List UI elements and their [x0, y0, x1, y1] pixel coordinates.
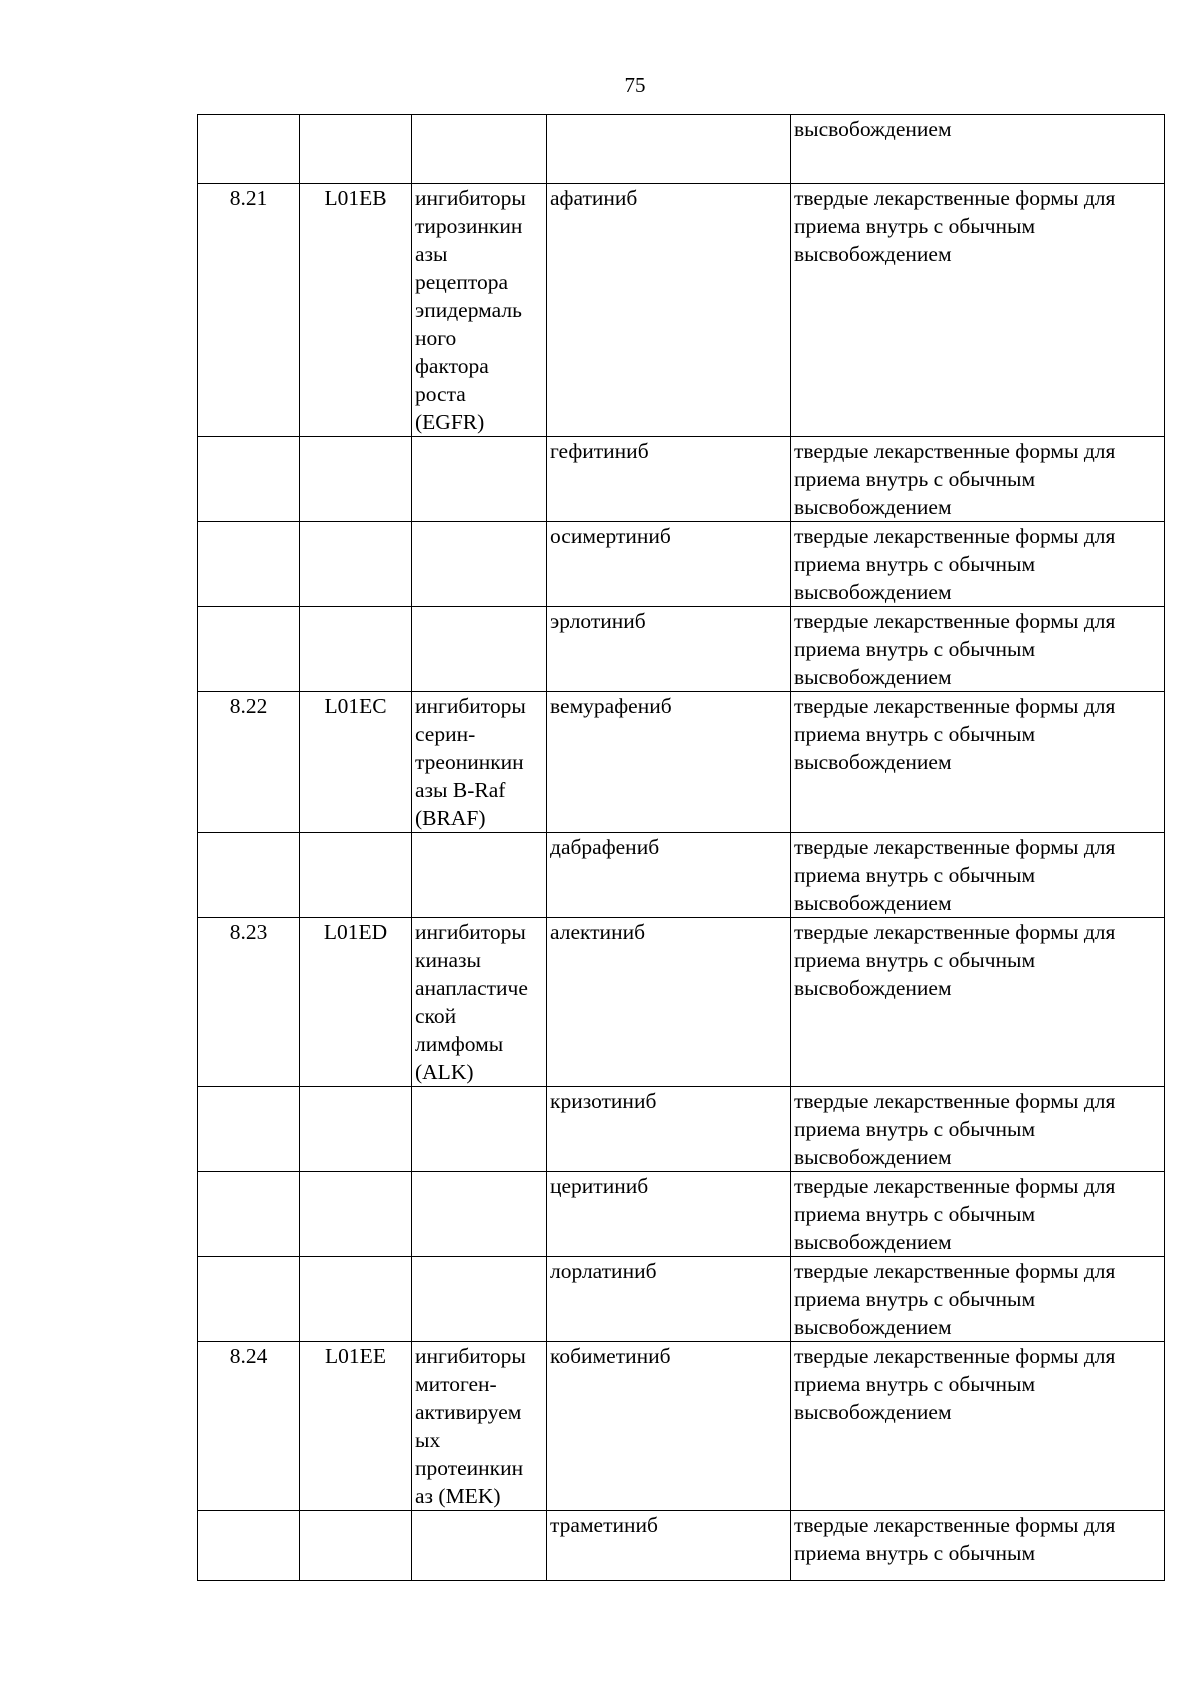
cell-number	[198, 1511, 300, 1581]
cell-atc-code	[300, 522, 412, 607]
cell-dosage-form-line: приема внутрь с обычным	[794, 863, 1036, 887]
cell-dosage-form-line: приема внутрь с обычным	[794, 1117, 1036, 1141]
cell-dosage-form-line: приема внутрь с обычным	[794, 467, 1036, 491]
cell-dosage-form-line: приема внутрь с обычным	[794, 214, 1036, 238]
cell-dosage-form-line: твердые лекарственные формы для	[794, 609, 1116, 633]
cell-dosage-form-line: высвобождением	[794, 1400, 952, 1424]
cell-drug-name: дабрафениб	[547, 833, 791, 918]
cell-pharm-group-line: (ALK)	[415, 1060, 474, 1084]
cell-drug-name: афатиниб	[547, 184, 791, 437]
cell-pharm-group-line: анапластиче	[415, 976, 528, 1000]
cell-atc-code: L01EC	[300, 692, 412, 833]
cell-dosage-form	[791, 184, 1165, 437]
cell-dosage-form-line: высвобождением	[794, 1230, 952, 1254]
cell-atc-code	[300, 115, 412, 184]
cell-dosage-form-line: твердые лекарственные формы для	[794, 1089, 1116, 1113]
cell-number	[198, 115, 300, 184]
cell-dosage-form	[791, 833, 1165, 918]
table-row	[198, 184, 1165, 437]
cell-pharm-group-line: серин-	[415, 722, 476, 746]
cell-dosage-form-line: высвобождением	[794, 117, 952, 141]
cell-pharm-group-line: (EGFR)	[415, 410, 485, 434]
page-number: 75	[624, 73, 646, 97]
cell-drug-name: вемурафениб	[547, 692, 791, 833]
cell-pharm-group	[412, 437, 547, 522]
cell-dosage-form-line: приема внутрь с обычным	[794, 1202, 1036, 1226]
cell-dosage-form-line: приема внутрь с обычным	[794, 1541, 1036, 1565]
cell-pharm-group-line: азы	[415, 242, 448, 266]
cell-pharm-group	[412, 522, 547, 607]
cell-number: 8.23	[198, 918, 300, 1087]
cell-dosage-form	[791, 437, 1165, 522]
cell-dosage-form-line: приема внутрь с обычным	[794, 722, 1036, 746]
cell-atc-code: L01ED	[300, 918, 412, 1087]
cell-drug-name: церитиниб	[547, 1172, 791, 1257]
cell-atc-code: L01EE	[300, 1342, 412, 1511]
cell-pharm-group-line: митоген-	[415, 1372, 497, 1396]
cell-pharm-group-line: роста	[415, 382, 466, 406]
cell-number	[198, 437, 300, 522]
cell-pharm-group-line: аз (MEK)	[415, 1484, 501, 1508]
cell-dosage-form-line: твердые лекарственные формы для	[794, 1174, 1116, 1198]
cell-pharm-group	[412, 1342, 547, 1511]
cell-dosage-form-line: высвобождением	[794, 891, 952, 915]
cell-pharm-group-line: киназы	[415, 948, 481, 972]
cell-pharm-group	[412, 184, 547, 437]
table-row	[198, 1342, 1165, 1511]
table-row	[198, 1172, 1165, 1257]
cell-atc-code	[300, 1511, 412, 1581]
cell-number	[198, 1087, 300, 1172]
drug-table	[197, 114, 1165, 1581]
cell-pharm-group-line: азы B-Raf	[415, 778, 506, 802]
cell-atc-code	[300, 607, 412, 692]
cell-drug-name: эрлотиниб	[547, 607, 791, 692]
cell-drug-name: кобиметиниб	[547, 1342, 791, 1511]
cell-dosage-form-line: твердые лекарственные формы для	[794, 439, 1116, 463]
cell-dosage-form	[791, 522, 1165, 607]
cell-dosage-form-line: высвобождением	[794, 1145, 952, 1169]
cell-atc-code	[300, 437, 412, 522]
cell-atc-code: L01EB	[300, 184, 412, 437]
cell-drug-name: кризотиниб	[547, 1087, 791, 1172]
cell-pharm-group-line: треонинкин	[415, 750, 524, 774]
cell-pharm-group-line: эпидермаль	[415, 298, 522, 322]
cell-pharm-group	[412, 833, 547, 918]
cell-pharm-group-line: тирозинкин	[415, 214, 523, 238]
cell-dosage-form	[791, 692, 1165, 833]
table-row	[198, 692, 1165, 833]
table-row	[198, 1257, 1165, 1342]
cell-dosage-form	[791, 1342, 1165, 1511]
cell-number	[198, 1257, 300, 1342]
table-row	[198, 115, 1165, 184]
cell-dosage-form-line: приема внутрь с обычным	[794, 1287, 1036, 1311]
cell-dosage-form	[791, 115, 1165, 184]
cell-pharm-group-line: ингибиторы	[415, 1344, 526, 1368]
cell-pharm-group-line: ской	[415, 1004, 457, 1028]
cell-dosage-form-line: приема внутрь с обычным	[794, 948, 1036, 972]
cell-dosage-form-line: твердые лекарственные формы для	[794, 1513, 1116, 1537]
cell-number	[198, 522, 300, 607]
cell-number: 8.21	[198, 184, 300, 437]
cell-pharm-group	[412, 1511, 547, 1581]
cell-pharm-group	[412, 115, 547, 184]
cell-drug-name: траметиниб	[547, 1511, 791, 1581]
cell-dosage-form-line: высвобождением	[794, 976, 952, 1000]
cell-pharm-group-line: протеинкин	[415, 1456, 524, 1480]
cell-pharm-group	[412, 607, 547, 692]
cell-pharm-group-line: активируем	[415, 1400, 522, 1424]
cell-pharm-group-line: ингибиторы	[415, 694, 526, 718]
cell-pharm-group-line: рецептора	[415, 270, 509, 294]
table-row	[198, 437, 1165, 522]
cell-dosage-form-line: твердые лекарственные формы для	[794, 524, 1116, 548]
cell-dosage-form	[791, 1511, 1165, 1581]
cell-dosage-form-line: высвобождением	[794, 242, 952, 266]
cell-dosage-form-line: твердые лекарственные формы для	[794, 186, 1116, 210]
cell-drug-name	[547, 115, 791, 184]
cell-pharm-group-line: ингибиторы	[415, 186, 526, 210]
cell-pharm-group	[412, 1087, 547, 1172]
table-row	[198, 522, 1165, 607]
cell-dosage-form	[791, 1087, 1165, 1172]
cell-dosage-form-line: твердые лекарственные формы для	[794, 920, 1116, 944]
cell-dosage-form	[791, 1172, 1165, 1257]
table-body	[198, 115, 1165, 1581]
cell-number	[198, 607, 300, 692]
cell-drug-name: гефитиниб	[547, 437, 791, 522]
cell-pharm-group-line: ых	[415, 1428, 441, 1452]
table-row	[198, 607, 1165, 692]
cell-dosage-form-line: твердые лекарственные формы для	[794, 835, 1116, 859]
table-row	[198, 918, 1165, 1087]
table-row	[198, 1087, 1165, 1172]
cell-number: 8.24	[198, 1342, 300, 1511]
cell-atc-code	[300, 1257, 412, 1342]
cell-pharm-group	[412, 1172, 547, 1257]
cell-drug-name: лорлатиниб	[547, 1257, 791, 1342]
cell-dosage-form-line: твердые лекарственные формы для	[794, 1344, 1116, 1368]
cell-number	[198, 833, 300, 918]
cell-dosage-form-line: твердые лекарственные формы для	[794, 1259, 1116, 1283]
cell-drug-name: осимертиниб	[547, 522, 791, 607]
cell-atc-code	[300, 1087, 412, 1172]
cell-dosage-form	[791, 918, 1165, 1087]
cell-pharm-group	[412, 918, 547, 1087]
cell-number	[198, 1172, 300, 1257]
cell-pharm-group	[412, 1257, 547, 1342]
cell-dosage-form-line: приема внутрь с обычным	[794, 1372, 1036, 1396]
cell-dosage-form	[791, 1257, 1165, 1342]
cell-number: 8.22	[198, 692, 300, 833]
cell-pharm-group-line: фактора	[415, 354, 489, 378]
cell-dosage-form-line: высвобождением	[794, 1315, 952, 1339]
cell-dosage-form-line: высвобождением	[794, 495, 952, 519]
cell-pharm-group-line: лимфомы	[415, 1032, 504, 1056]
cell-pharm-group-line: ингибиторы	[415, 920, 526, 944]
cell-dosage-form-line: твердые лекарственные формы для	[794, 694, 1116, 718]
table-row	[198, 1511, 1165, 1581]
cell-dosage-form	[791, 607, 1165, 692]
cell-dosage-form-line: высвобождением	[794, 580, 952, 604]
cell-pharm-group-line: (BRAF)	[415, 806, 486, 830]
cell-pharm-group-line: ного	[415, 326, 457, 350]
cell-dosage-form-line: приема внутрь с обычным	[794, 552, 1036, 576]
cell-pharm-group	[412, 692, 547, 833]
table-row	[198, 833, 1165, 918]
cell-dosage-form-line: высвобождением	[794, 750, 952, 774]
cell-dosage-form-line: приема внутрь с обычным	[794, 637, 1036, 661]
cell-dosage-form-line: высвобождением	[794, 665, 952, 689]
cell-atc-code	[300, 833, 412, 918]
cell-drug-name: алектиниб	[547, 918, 791, 1087]
cell-atc-code	[300, 1172, 412, 1257]
